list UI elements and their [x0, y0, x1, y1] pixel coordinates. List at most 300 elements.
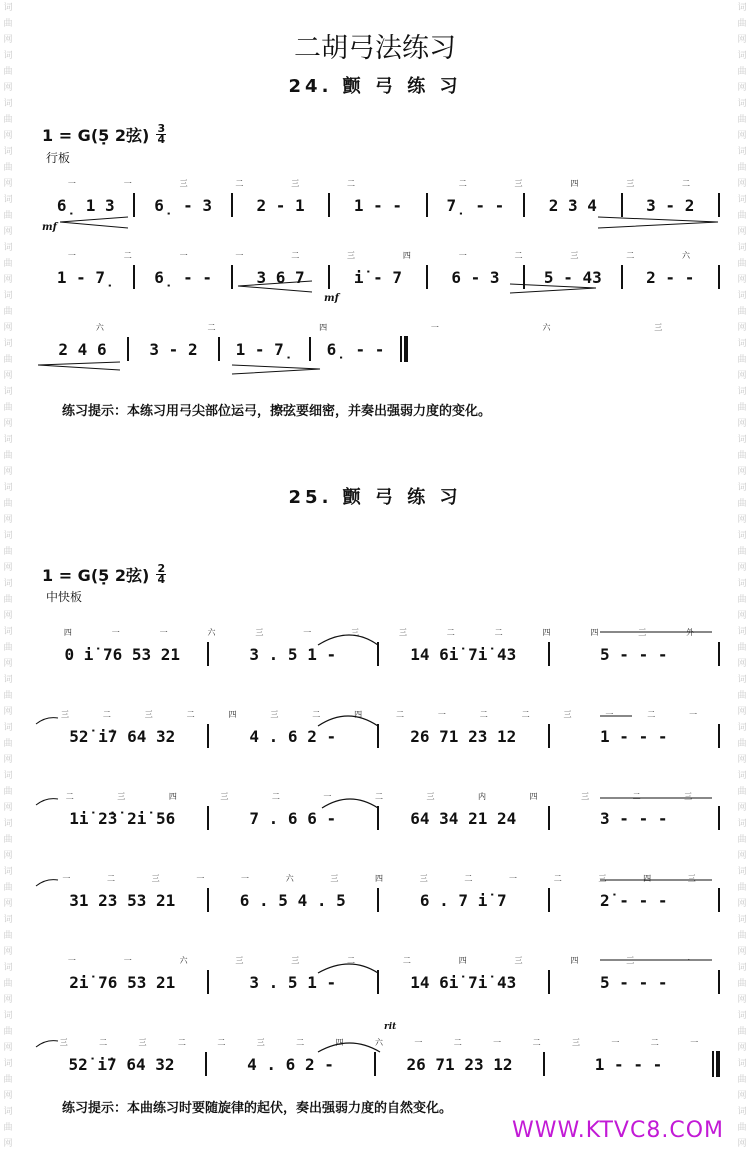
- watermark-char: 网: [737, 323, 747, 333]
- fingering-mark: 一: [437, 710, 446, 719]
- fingering-mark: 四: [168, 792, 177, 801]
- watermark-char: 词: [737, 387, 747, 397]
- watermark-char: 曲: [737, 1027, 747, 1037]
- measure: 1 - -: [353, 195, 403, 215]
- fingering-mark: 二: [632, 792, 641, 801]
- watermark-char: 网: [3, 947, 13, 957]
- fingering-mark: 三: [581, 792, 590, 801]
- fingering-mark: 三: [571, 1038, 580, 1047]
- section-25-key-signature: [42, 563, 166, 586]
- fingering-mark: 三: [179, 179, 188, 188]
- measure: 52̇ i̇7 64 32: [68, 1054, 175, 1074]
- measure: 5 - 43: [543, 267, 602, 287]
- fingering-mark: 二: [458, 179, 467, 188]
- watermark-char: 网: [737, 755, 747, 765]
- fingering-mark: 二: [402, 956, 411, 965]
- fingering-mark: 四: [375, 874, 384, 883]
- watermark-char: 曲: [737, 835, 747, 845]
- bar-line: [718, 724, 720, 748]
- watermark-char: 网: [3, 467, 13, 477]
- watermark-char: 词: [3, 963, 13, 973]
- watermark-char: 曲: [3, 643, 13, 653]
- left-watermark-column: [0, 0, 16, 1171]
- watermark-char: 词: [3, 819, 13, 829]
- watermark-char: 网: [3, 899, 13, 909]
- measure: 6̣ - -: [326, 339, 385, 359]
- measure: 2 3 4: [548, 195, 597, 215]
- fingering-mark: 四: [319, 323, 328, 332]
- watermark-char: 词: [3, 531, 13, 541]
- watermark-char: 曲: [3, 163, 13, 173]
- watermark-char: 曲: [737, 1075, 747, 1085]
- measure: 2̇ - - -: [600, 890, 668, 910]
- section-24-title: 24. 颤 弓 练 习: [288, 76, 462, 97]
- fingering-mark: 四: [570, 179, 579, 188]
- measure: 7 . 6 6 -: [249, 808, 337, 828]
- fingering-mark: 三: [654, 323, 663, 332]
- fingering-mark: 二: [177, 1038, 186, 1047]
- bar-line: [718, 888, 720, 912]
- fingering-mark: 一: [123, 956, 132, 965]
- watermark-char: 网: [737, 179, 747, 189]
- fingering-mark: 三: [144, 710, 153, 719]
- watermark-char: 曲: [737, 691, 747, 701]
- watermark-char: 网: [3, 371, 13, 381]
- watermark-char: 曲: [3, 979, 13, 989]
- fingering-mark: 二: [347, 956, 356, 965]
- fingering-mark: 四: [570, 956, 579, 965]
- dynamic-mark: mf: [42, 222, 57, 233]
- watermark-char: 网: [737, 803, 747, 813]
- fingering-mark: 四: [228, 710, 237, 719]
- watermark-char: 网: [3, 83, 13, 93]
- fingering-mark: 四: [335, 1038, 344, 1047]
- watermark-char: 曲: [737, 787, 747, 797]
- watermark-char: 词: [737, 627, 747, 637]
- watermark-char: 曲: [737, 979, 747, 989]
- fingering-mark: 二: [296, 1038, 305, 1047]
- measure: 4 . 6 2 -: [247, 1054, 334, 1074]
- watermark-char: 网: [737, 899, 747, 909]
- watermark-char: 曲: [3, 547, 13, 557]
- time-bottom: 4: [157, 133, 166, 146]
- watermark-char: 网: [3, 611, 13, 621]
- fingering-mark: 三: [426, 792, 435, 801]
- watermark-char: 网: [3, 179, 13, 189]
- measure: 6 . 7 i̇ 7: [419, 890, 507, 910]
- time-top: 3: [157, 122, 166, 135]
- watermark-char: 网: [737, 227, 747, 237]
- watermark-char: 网: [3, 995, 13, 1005]
- measure: 6̣ - 3: [154, 195, 213, 215]
- measure: 31 23 53 21: [69, 890, 176, 910]
- watermark-char: 曲: [3, 499, 13, 509]
- watermark-char: 曲: [737, 643, 747, 653]
- watermark-char: 网: [3, 323, 13, 333]
- watermark-char: 词: [3, 723, 13, 733]
- fingering-mark: 二: [682, 179, 691, 188]
- fingering-mark: 三: [419, 874, 428, 883]
- watermark-char: 词: [3, 435, 13, 445]
- watermark-char: 词: [3, 51, 13, 61]
- fingering-mark: 三: [598, 874, 607, 883]
- fingering-mark: 二: [271, 792, 280, 801]
- watermark-char: 网: [3, 1139, 13, 1149]
- watermark-char: 网: [737, 947, 747, 957]
- fingering-mark: 外: [686, 628, 695, 637]
- fingering-mark: 一: [689, 710, 698, 719]
- watermark-char: 网: [3, 1043, 13, 1053]
- watermark-char: 曲: [3, 787, 13, 797]
- measure: 52̇ i̇7 64 32: [69, 726, 176, 746]
- watermark-char: 曲: [737, 355, 747, 365]
- fingering-row: [38, 627, 720, 639]
- watermark-char: 词: [737, 1107, 747, 1117]
- fingering-mark: 四: [542, 628, 551, 637]
- fingering-mark: 一: [605, 710, 614, 719]
- fingering-mark: 一: [196, 874, 205, 883]
- fingering-mark: 二: [650, 1038, 659, 1047]
- watermark-char: 网: [3, 515, 13, 525]
- watermark-char: 词: [737, 51, 747, 61]
- fingering-mark: 四: [63, 628, 72, 637]
- fingering-mark: 二: [494, 628, 503, 637]
- watermark-char: 网: [737, 1043, 747, 1053]
- measure: 3 - 2: [646, 195, 695, 215]
- fingering-mark: 六: [682, 251, 691, 260]
- watermark-char: 词: [737, 243, 747, 253]
- fingering-mark: 六: [95, 323, 104, 332]
- fingering-mark: 二: [347, 179, 356, 188]
- watermark-char: 网: [3, 227, 13, 237]
- watermark-char: 网: [737, 275, 747, 285]
- measure: 2̇i̇ 76 53 21: [69, 972, 176, 992]
- fingering-mark: 三: [626, 179, 635, 188]
- watermark-char: 曲: [3, 67, 13, 77]
- watermark-char: 词: [737, 483, 747, 493]
- watermark-char: 词: [737, 291, 747, 301]
- watermark-char: 词: [3, 243, 13, 253]
- measure: 1 - 7̣: [56, 267, 115, 287]
- measure: 3 . 5 1 -: [249, 972, 337, 992]
- fingering-mark: 三: [59, 1038, 68, 1047]
- watermark-char: 词: [3, 483, 13, 493]
- watermark-char: 网: [737, 371, 747, 381]
- watermark-char: 网: [737, 707, 747, 717]
- measure: 64 34 21 24: [410, 808, 517, 828]
- watermark-char: 网: [3, 755, 13, 765]
- fingering-mark: 三: [514, 956, 523, 965]
- watermark-char: 曲: [737, 67, 747, 77]
- watermark-char: 网: [737, 467, 747, 477]
- watermark-char: 词: [3, 339, 13, 349]
- measure: 3 6 7: [256, 267, 305, 287]
- watermark-char: 词: [737, 3, 747, 13]
- fingering-mark: 三: [563, 710, 572, 719]
- measure: 1i̇ 2̇3̇ 2̇i̇ 56: [69, 808, 176, 828]
- fingering-row: [38, 250, 720, 262]
- measure: i̇ - 7: [353, 267, 403, 287]
- score-line: [38, 1053, 720, 1075]
- fingering-mark: 一: [430, 323, 439, 332]
- score-line: [38, 971, 720, 993]
- watermark-char: 曲: [3, 355, 13, 365]
- watermark-char: 词: [737, 771, 747, 781]
- page-title: 二胡弓法练习: [294, 33, 456, 64]
- watermark-char: 曲: [737, 595, 747, 605]
- measure: 14 6i̇ 7i̇ 43: [410, 972, 517, 992]
- watermark-char: 曲: [3, 307, 13, 317]
- right-watermark-column: [734, 0, 750, 1171]
- watermark-char: 网: [737, 611, 747, 621]
- fingering-mark: 三: [138, 1038, 147, 1047]
- fingering-mark: 一: [67, 251, 76, 260]
- fingering-mark: 六: [374, 1038, 383, 1047]
- watermark-char: 网: [737, 419, 747, 429]
- fingering-mark: 二: [291, 251, 300, 260]
- fingering-mark: 二: [186, 710, 195, 719]
- watermark-char: 词: [737, 99, 747, 109]
- watermark-char: 曲: [737, 211, 747, 221]
- watermark-char: 词: [737, 819, 747, 829]
- watermark-char: 词: [737, 1059, 747, 1069]
- watermark-char: 曲: [737, 547, 747, 557]
- measure: 5 - - -: [600, 972, 668, 992]
- fingering-mark: 二: [553, 874, 562, 883]
- watermark-char: 词: [3, 867, 13, 877]
- watermark-char: 词: [737, 723, 747, 733]
- watermark-char: 网: [3, 131, 13, 141]
- fingering-mark: 二: [446, 628, 455, 637]
- watermark-char: 曲: [737, 19, 747, 29]
- measure: 2 - 1: [256, 195, 305, 215]
- bar-line: [718, 806, 720, 830]
- fingering-row: [38, 791, 720, 803]
- watermark-char: 网: [737, 35, 747, 45]
- fingering-mark: 二: [312, 710, 321, 719]
- fingering-mark: 三: [398, 628, 407, 637]
- watermark-char: 网: [3, 659, 13, 669]
- fingering-mark: 二: [107, 874, 115, 883]
- fingering-mark: 三: [638, 628, 647, 637]
- watermark-char: 词: [3, 195, 13, 205]
- fingering-mark: 二: [99, 1038, 108, 1047]
- watermark-char: 词: [3, 579, 13, 589]
- fingering-row: [38, 178, 720, 190]
- bar-line: [718, 265, 720, 289]
- fingering-mark: 三: [687, 874, 696, 883]
- section-25-title: 25. 颤 弓 练 习: [288, 487, 462, 508]
- site-watermark: WWW.KTVC8.COM: [512, 1118, 724, 1143]
- watermark-char: 曲: [3, 211, 13, 221]
- fingering-mark: 内: [478, 792, 487, 801]
- watermark-char: 网: [737, 1091, 747, 1101]
- fingering-mark: 二: [395, 710, 404, 719]
- watermark-char: 网: [3, 275, 13, 285]
- fingering-mark: 二: [217, 1038, 226, 1047]
- watermark-char: 词: [3, 1059, 13, 1069]
- section-25-practice-hint: 练习提示：本曲练习时要随旋律的起伏，奏出强弱力度的自然变化。: [62, 1101, 453, 1116]
- watermark-char: 曲: [3, 931, 13, 941]
- watermark-char: 曲: [3, 19, 13, 29]
- fingering-mark: 三: [684, 792, 693, 801]
- fingering-mark: 二: [464, 874, 473, 883]
- watermark-char: 曲: [737, 931, 747, 941]
- fingering-mark: 二: [647, 710, 656, 719]
- measure: 4 . 6 2 -: [249, 726, 337, 746]
- watermark-char: 词: [737, 147, 747, 157]
- watermark-char: 词: [737, 579, 747, 589]
- fingering-mark: 二: [479, 710, 488, 719]
- fingering-mark: 四: [643, 874, 652, 883]
- fingering-mark: 一: [509, 874, 518, 883]
- fingering-mark: 二: [374, 792, 383, 801]
- fingering-mark: 二: [235, 179, 244, 188]
- time-signature: [156, 124, 166, 145]
- fingering-mark: 一: [67, 179, 76, 188]
- fingering-mark: 二: [626, 251, 635, 260]
- bar-line: [718, 970, 720, 994]
- watermark-char: 曲: [737, 307, 747, 317]
- watermark-char: 词: [3, 99, 13, 109]
- watermark-char: 曲: [3, 403, 13, 413]
- watermark-char: 词: [3, 771, 13, 781]
- watermark-char: 曲: [737, 163, 747, 173]
- time-top: 2: [157, 562, 166, 575]
- fingering-mark: 三: [256, 1038, 265, 1047]
- watermark-char: 网: [737, 995, 747, 1005]
- fingering-mark: 三: [117, 792, 126, 801]
- watermark-char: 曲: [737, 883, 747, 893]
- fingering-mark: 二: [453, 1038, 462, 1047]
- fingering-mark: 三: [626, 956, 635, 965]
- fingering-mark: 四: [402, 251, 411, 260]
- watermark-char: 曲: [3, 835, 13, 845]
- fingering-mark: 一: [67, 956, 76, 965]
- fingering-mark: 一: [414, 1038, 423, 1047]
- watermark-char: 词: [737, 1011, 747, 1021]
- watermark-char: 词: [737, 339, 747, 349]
- watermark-char: 网: [737, 1139, 747, 1149]
- fingering-row: [38, 1037, 720, 1049]
- watermark-char: 网: [3, 563, 13, 573]
- fingering-mark: 一: [303, 628, 312, 637]
- fingering-mark: 四: [354, 710, 363, 719]
- watermark-char: 曲: [3, 739, 13, 749]
- score-line: [38, 643, 720, 665]
- bar-line: [712, 1051, 720, 1077]
- score-line: [38, 725, 720, 747]
- fingering-mark: 六: [285, 874, 294, 883]
- fingering-mark: 三: [291, 956, 300, 965]
- watermark-char: 网: [3, 1091, 13, 1101]
- fingering-mark: 三: [235, 956, 244, 965]
- measure: 5 - - -: [600, 644, 668, 664]
- watermark-char: 词: [3, 915, 13, 925]
- score-line: [38, 194, 720, 216]
- fingering-mark: 一: [235, 251, 244, 260]
- measure: 1 - 7̣: [235, 339, 294, 359]
- fingering-mark: 二: [123, 251, 132, 260]
- fingering-mark: 一: [458, 251, 467, 260]
- measure: 26 71 23 12: [410, 726, 517, 746]
- fingering-mark: 二: [514, 251, 523, 260]
- watermark-char: 词: [737, 435, 747, 445]
- bar-line: [718, 642, 720, 666]
- measure: 2 - -: [646, 267, 695, 287]
- fingering-row: [38, 322, 720, 334]
- fingering-row: [38, 873, 720, 885]
- watermark-char: 曲: [3, 1075, 13, 1085]
- watermark-char: 曲: [3, 883, 13, 893]
- rit-mark: rit: [384, 1022, 397, 1032]
- watermark-char: 网: [3, 707, 13, 717]
- fingering-mark: 二: [521, 710, 530, 719]
- watermark-char: 词: [3, 1011, 13, 1021]
- fingering-mark: [379, 178, 435, 190]
- watermark-char: 词: [3, 1107, 13, 1117]
- fingering-mark: 二: [102, 710, 111, 719]
- watermark-char: 曲: [3, 115, 13, 125]
- fingering-mark: 三: [514, 179, 523, 188]
- fingering-row: [38, 709, 720, 721]
- watermark-char: 词: [3, 147, 13, 157]
- fingering-mark: 三: [255, 628, 264, 637]
- watermark-char: 词: [3, 627, 13, 637]
- watermark-char: 网: [3, 803, 13, 813]
- fingering-mark: 四: [458, 956, 467, 965]
- fingering-mark: 一: [111, 628, 120, 637]
- fingering-mark: 一: [62, 874, 71, 883]
- fingering-mark: 一: [179, 251, 188, 260]
- fingering-mark: 四: [529, 792, 538, 801]
- fingering-mark: 一: [159, 628, 168, 637]
- watermark-char: 词: [737, 195, 747, 205]
- bar-line: [400, 336, 408, 362]
- fingering-mark: 三: [151, 874, 160, 883]
- watermark-char: 网: [3, 851, 13, 861]
- fingering-mark: 三: [291, 179, 300, 188]
- bar-line: [718, 193, 720, 217]
- watermark-char: 词: [737, 915, 747, 925]
- measure: 3 . 5 1 -: [249, 644, 337, 664]
- watermark-char: 词: [737, 675, 747, 685]
- section-24-tempo: 行板: [46, 151, 71, 165]
- watermark-char: 网: [3, 35, 13, 45]
- fingering-mark: 一: [241, 874, 250, 883]
- measure: 7̣ - -: [446, 195, 505, 215]
- dynamic-mark: mf: [324, 293, 339, 304]
- watermark-char: 词: [3, 387, 13, 397]
- watermark-char: 词: [3, 291, 13, 301]
- key-text: 1 = G(5̣ 2弦): [42, 566, 150, 585]
- score-line: [38, 807, 720, 829]
- time-bottom: 4: [157, 573, 166, 586]
- fingering-mark: 六: [179, 956, 188, 965]
- fingering-mark: 四: [590, 628, 599, 637]
- watermark-char: 曲: [737, 403, 747, 413]
- fingering-mark: 六: [207, 628, 216, 637]
- watermark-char: 词: [737, 531, 747, 541]
- measure: 3 - 2: [149, 339, 198, 359]
- watermark-char: 曲: [3, 259, 13, 269]
- watermark-char: 网: [737, 659, 747, 669]
- watermark-char: 曲: [737, 115, 747, 125]
- key-text: 1 = G(5̣ 2弦): [42, 126, 150, 145]
- section-24-practice-hint: 练习提示：本练习用弓尖部位运弓，擦弦要细密，并奏出强弱力度的变化。: [62, 404, 492, 419]
- measure: 14 6i̇ 7i̇ 43: [410, 644, 517, 664]
- watermark-char: 曲: [737, 1123, 747, 1133]
